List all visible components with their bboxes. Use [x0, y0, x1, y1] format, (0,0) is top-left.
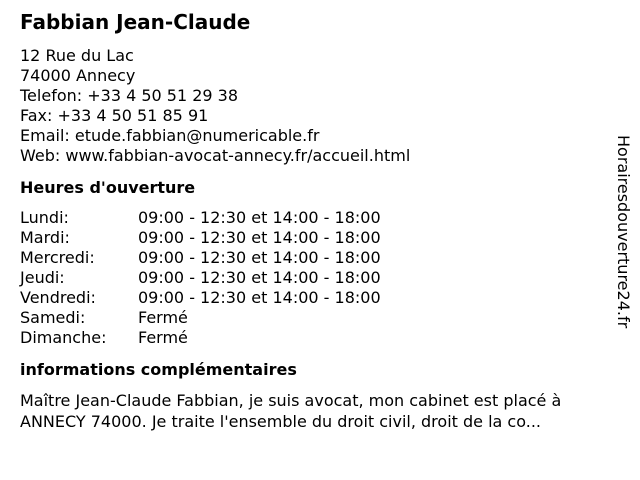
day-hours: 09:00 - 12:30 et 14:00 - 18:00 [138, 248, 381, 267]
phone-line: Telefon: +33 4 50 51 29 38 [20, 86, 239, 105]
day-hours: 09:00 - 12:30 et 14:00 - 18:00 [138, 288, 381, 307]
day-hours: 09:00 - 12:30 et 14:00 - 18:00 [138, 268, 381, 287]
hours-row-thursday [20, 268, 616, 288]
day-hours: Fermé [138, 328, 188, 347]
hours-row-wednesday [20, 248, 616, 268]
day-label: Jeudi: [20, 268, 65, 287]
email-line: Email: etude.fabbian@numericable.fr [20, 126, 320, 145]
hours-table [20, 208, 616, 348]
business-name: Fabbian Jean-Claude [20, 10, 251, 34]
day-label: Dimanche: [20, 328, 107, 347]
fax-line: Fax: +33 4 50 51 85 91 [20, 106, 209, 125]
hours-heading: Heures d'ouverture [20, 178, 196, 197]
day-hours: 09:00 - 12:30 et 14:00 - 18:00 [138, 208, 381, 227]
address-city: 74000 Annecy [20, 66, 136, 85]
info-heading: informations complémentaires [20, 360, 297, 379]
hours-row-monday [20, 208, 616, 228]
day-label: Mardi: [20, 228, 70, 247]
day-label: Vendredi: [20, 288, 96, 307]
day-hours: Fermé [138, 308, 188, 327]
address-street: 12 Rue du Lac [20, 46, 134, 65]
business-card [20, 8, 616, 432]
hours-row-saturday [20, 308, 616, 328]
hours-row-friday [20, 288, 616, 308]
day-hours: 09:00 - 12:30 et 14:00 - 18:00 [138, 228, 381, 247]
site-watermark: Horairesdouverture24.fr [614, 135, 633, 329]
day-label: Lundi: [20, 208, 69, 227]
hours-row-sunday [20, 328, 616, 348]
hours-row-tuesday [20, 228, 616, 248]
info-text: Maître Jean-Claude Fabbian, je suis avocat, mon cabinet est placé à ANNECY 74000. Je traite l'ensemble du droit civil, droit de la co... [20, 391, 562, 431]
day-label: Samedi: [20, 308, 86, 327]
web-line: Web: www.fabbian-avocat-annecy.fr/accueil.html [20, 146, 411, 165]
day-label: Mercredi: [20, 248, 95, 267]
